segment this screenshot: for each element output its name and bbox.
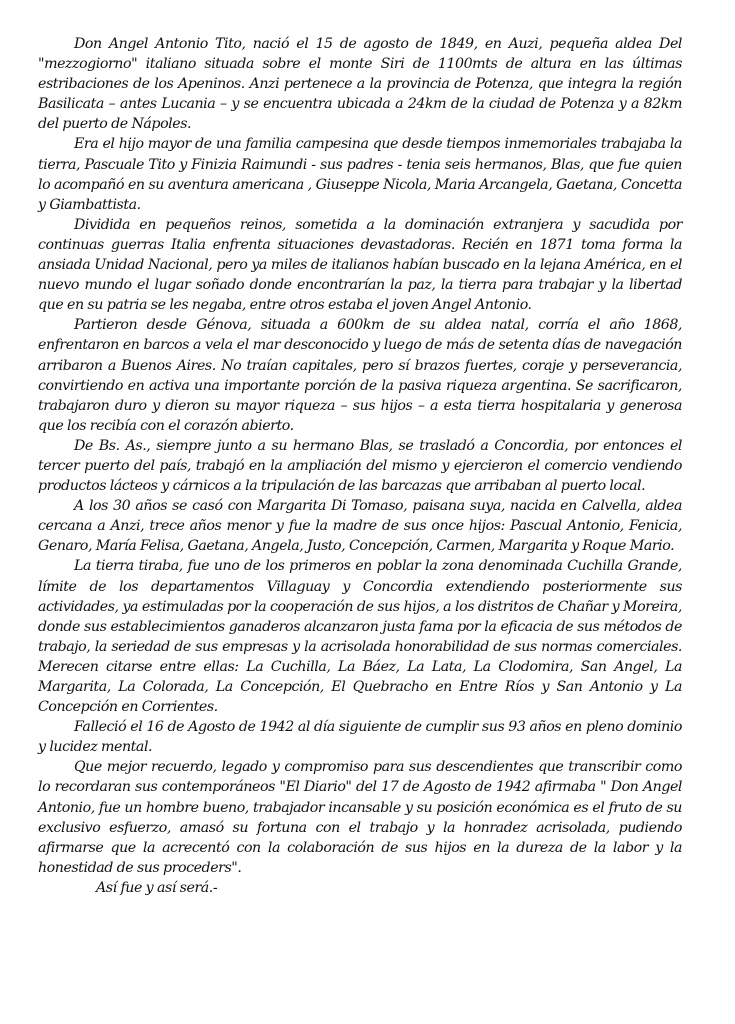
paragraph-land: La tierra tiraba, fue uno de los primeros en poblar la zona denominada Cuchilla Grande, límite de los departamentos Villaguay y Concordia extendiendo posteriormente sus actividades, ya estimuladas por la cooperación de sus hijos, a los distritos de Chañar y Moreira, donde sus establecimientos ganaderos alcanzaron justa fama por la eficacia de sus métodos de trabajo, la seriedad de sus empresas y la acrisolada honorabilidad de sus normas comerciales. Merecen citarse entre ellas: La Cuchilla, La Báez, La Lata, La Clodomira, San Angel, La Margarita, La Colorada, La Concepción, El Quebracho en Entre Ríos y San Antonio y La Concepción en Corrientes. [38,558,682,716]
document-body [38,34,682,898]
closing-line: Así fue y así será.- [96,879,218,896]
paragraph-emigration: Partieron desde Génova, situada a 600km de su aldea natal, corría el año 1868, enfrentaron en barcos a vela el mar desconocido y luego de más de setenta días de navegación arribaron a Buenos Aires. No traían capitales, pero sí brazos fuertes, coraje y perseverancia, convirtiendo en activa una importante porción de la pasiva riqueza argentina. Se sacrificaron, trabajaron duro y dieron su mayor riqueza – sus hijos – a esta tierra hospitalaria y generosa que los recibía con el corazón abierto. [38,317,682,434]
paragraph-legacy: Que mejor recuerdo, legado y compromiso para sus descendientes que transcribir como lo recordaran sus contemporáneos "El Diario" del 17 de Agosto de 1942 afirmaba " Don Angel Antonio, fue un hombre bueno, trabajador incansable y su posición económica es el fruto de su exclusivo esfuerzo, amasó su fortuna con el trabajo y la honradez acrisolada, pudiendo afirmarse que la acrecentó con la colaboración de sus hijos en la dureza de la labor y la honestidad de sus proceders". [38,759,682,876]
paragraph-italy-context: Dividida en pequeños reinos, sometida a la dominación extranjera y sacudida por continuas guerras Italia enfrenta situaciones devastadoras. Recién en 1871 toma forma la ansiada Unidad Nacional, pero ya miles de italianos habían buscado en la lejana América, en el nuevo mundo el lugar soñado donde encontrarían la paz, la tierra para trabajar y la libertad que en su patria se les negaba, entre otros estaba el joven Angel Antonio. [38,216,682,314]
paragraph-concordia: De Bs. As., siempre junto a su hermano Blas, se trasladó a Concordia, por entonces el tercer puerto del país, trabajó en la ampliación del mismo y ejercieron el comercio vendiendo productos lácteos y cárnicos a la tripulación de las barcazas que arribaban al puerto local. [38,437,682,495]
paragraph-family: Era el hijo mayor de una familia campesina que desde tiempos inmemoriales trabajaba la tierra, Pascuale Tito y Finizia Raimundi - sus padres - tenia seis hermanos, Blas, que fue quien lo acompañó en su aventura americana , Giuseppe Nicola, Maria Arcangela, Gaetana, Concetta y Giambattista. [38,136,682,213]
paragraph-birth: Don Angel Antonio Tito, nació el 15 de agosto de 1849, en Auzi, pequeña aldea Del "mezzogiorno" italiano situada sobre el monte Siri de 1100mts de altura en las últimas estribaciones de los Apeninos. Anzi pertenece a la provincia de Potenza, que integra la región Basilicata – antes Lucania – y se encuentra ubicada a 24km de la ciudad de Potenza y a 82km del puerto de Nápoles. [38,36,682,133]
paragraph-marriage: A los 30 años se casó con Margarita Di Tomaso, paisana suya, nacida en Calvella, aldea cercana a Anzi, trece años menor y fue la madre de sus once hijos: Pascual Antonio, Fenicia, Genaro, María Felisa, Gaetana, Angela, Justo, Concepción, Carmen, Margarita y Roque Mario. [38,498,682,555]
paragraph-death: Falleció el 16 de Agosto de 1942 al día siguiente de cumplir sus 93 años en pleno dominio y lucidez mental. [38,719,682,756]
